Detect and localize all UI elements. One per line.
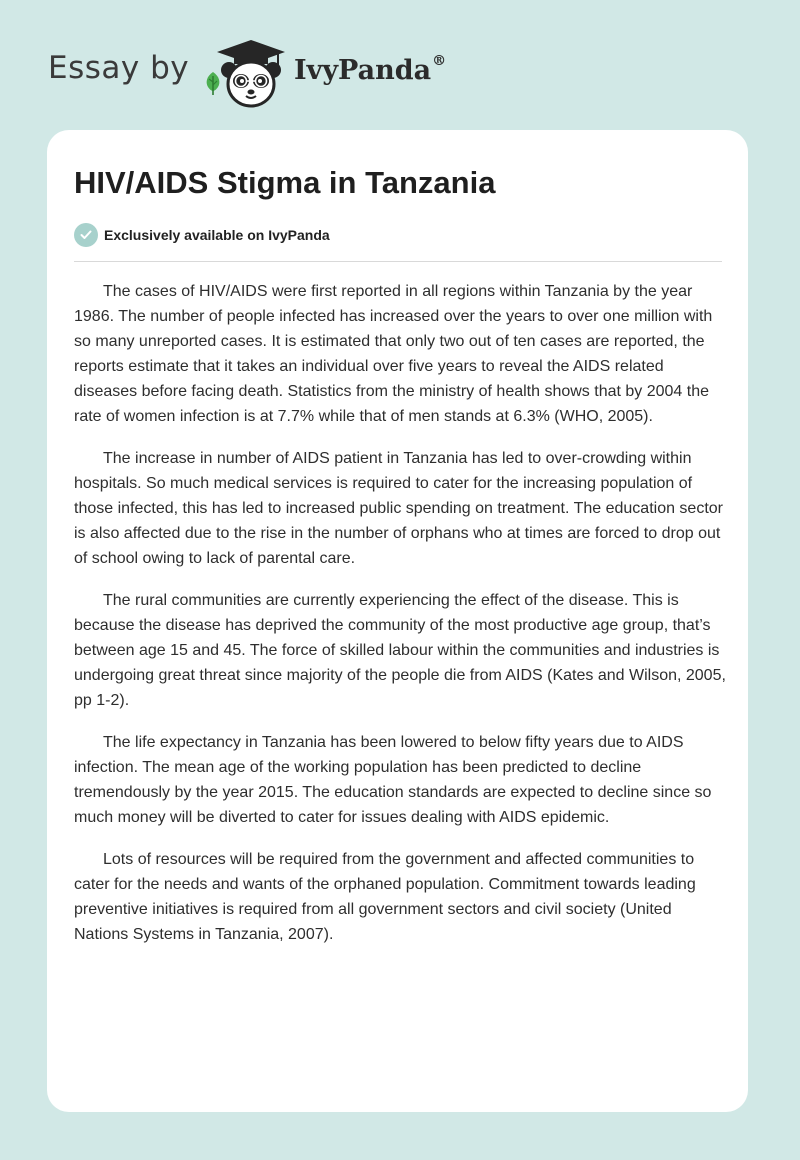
essay-paragraph: The life expectancy in Tanzania has been lowered to below fifty years due to AIDS infection. The mean age of the working population has been predicted to decline tremendously by the year 2015. The education standards are expected to decline since so much money will be diverted to cater for issues dealing with AIDS epidemic.: [74, 734, 712, 826]
brand-name: IvyPanda®: [294, 53, 447, 86]
exclusive-badge-text: Exclusively available on IvyPanda: [104, 227, 330, 243]
panda-graduate-icon: [214, 38, 288, 110]
essay-card: [47, 130, 748, 1112]
essay-paragraph: Lots of resources will be required from the government and affected communities to cater for the needs and wants of the orphaned population. Commitment towards leading preventive initiatives is required from all government sectors and civil society (United Nations Systems in Tanzania, 2007).: [74, 851, 696, 943]
essay-title: HIV/AIDS Stigma in Tanzania: [74, 165, 496, 200]
essay-by-label: Essay by: [48, 50, 190, 86]
check-circle-icon: [74, 223, 98, 247]
title-divider: [74, 261, 722, 262]
essay-paragraph: The rural communities are currently experiencing the effect of the disease. This is because the disease has deprived the community of the most productive age group, that’s between age 15 and 45. The force of skilled labour within the communities and industries is undergoing great threat since majority of the people die from AIDS (Kates and Wilson, 2005, pp 1-2).: [74, 592, 726, 709]
essay-paragraph: The cases of HIV/AIDS were first reported in all regions within Tanzania by the year 1986. The number of people infected has increased over the years to over one million with so many unreported cases. It is estimated that only two out of ten cases are reported, the reports estimate that it takes an individual over five years to reveal the AIDS related diseases before facing death. Statistics from the ministry of health shows that by 2004 the rate of women infection is at 7.7% while that of men stands at 6.3% (WHO, 2005).: [74, 283, 713, 425]
site-header: [0, 0, 800, 130]
essay-paragraph: The increase in number of AIDS patient in Tanzania has led to over-crowding within hospitals. So much medical services is required to cater for the increasing population of those infected, this has led to increased public spending on treatment. The education sector is also affected due to the rise in the number of orphans who at times are forced to drop out of school owing to lack of parental care.: [74, 450, 723, 567]
registered-mark: ®: [432, 53, 447, 69]
essay-body: [74, 279, 726, 964]
exclusive-badge: [74, 222, 330, 248]
